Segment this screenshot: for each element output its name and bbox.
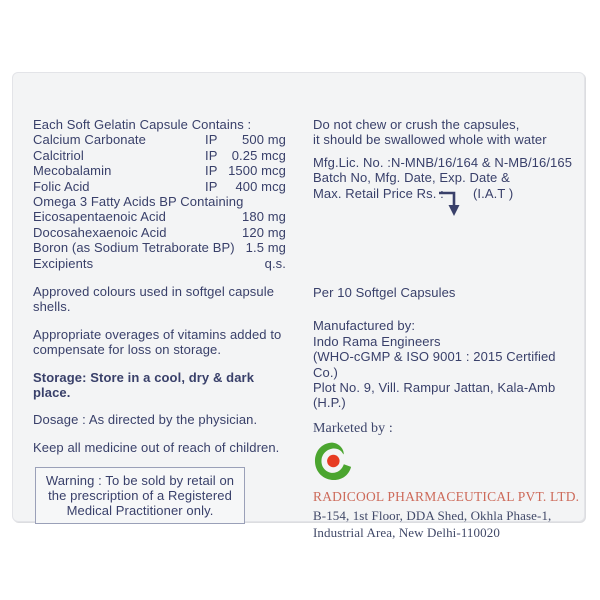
keep-away-instruction: Keep all medicine out of reach of children. [33, 439, 280, 455]
ingredient-amount: 1500 mcg [228, 163, 286, 179]
ingredient-name: Omega 3 Fatty Acids BP Containing [33, 193, 244, 209]
package-label-card [12, 72, 585, 540]
ingredient-amount: q.s. [264, 255, 286, 271]
marketer-company-name: RADICOOL PHARMACEUTICAL PVT. LTD. [313, 489, 580, 505]
ingredient-amount: 0.25 mcg [231, 147, 286, 163]
mrp-pointer-arrow-icon [439, 189, 465, 217]
pack-size: Per 10 Softgel Capsules [313, 285, 456, 301]
mfg-licence-number: Mfg.Lic. No. :N-MNB/16/164 & N-MB/16/165 [313, 154, 573, 170]
right-column [313, 117, 579, 541]
ingredient-name: Boron (as Sodium Tetraborate BP) [33, 240, 235, 256]
manufacturer-name: Indo Rama Engineers [313, 333, 441, 349]
radicool-logo-icon [313, 439, 355, 483]
ingredient-amount: 120 mg [242, 224, 286, 240]
ingredient-standard: IP [205, 132, 218, 148]
ingredient-name: Folic Acid [33, 178, 90, 194]
ingredient-amount: 500 mg [242, 132, 286, 148]
marketer-address-line-1: B-154, 1st Floor, DDA Shed, Okhla Phase-1, [313, 507, 552, 523]
left-column [33, 117, 286, 524]
manufacturer-block [313, 318, 579, 410]
table-row [33, 225, 286, 240]
usage-line-2: it should be swallowed whole with water [313, 132, 547, 148]
ingredient-amount: 180 mg [242, 209, 286, 225]
marketed-by-label: Marketed by : [313, 420, 393, 436]
ingredient-name: Calcium Carbonate [33, 132, 146, 148]
ingredient-name: Docosahexaenoic Acid [33, 224, 167, 240]
ingredient-name: Mecobalamin [33, 163, 112, 179]
ingredient-name: Eicosapentaenoic Acid [33, 209, 166, 225]
mrp-line [313, 186, 579, 201]
marketer-address-line-2: Industrial Area, New Delhi-110020 [313, 524, 500, 540]
usage-note [313, 117, 579, 148]
table-row [33, 163, 286, 178]
manufactured-by-label: Manufactured by: [313, 318, 416, 334]
ingredient-name: Excipients [33, 255, 94, 271]
warning-text: Warning : To be sold by retail on the prescription of a Registered Medical Practitioner only. [45, 473, 235, 519]
table-row [33, 209, 286, 224]
marketer-address [313, 507, 579, 541]
ingredient-amount: 1.5 mg [245, 240, 286, 256]
logo-red-dot [327, 455, 339, 467]
table-row [33, 240, 286, 255]
dosage-instruction: Dosage : As directed by the physician. [33, 412, 258, 428]
table-row [33, 148, 286, 163]
ingredient-standard: IP [205, 178, 218, 194]
note-approved-colours: Approved colours used in softgel capsule shells. [33, 283, 275, 315]
mrp-label: Max. Retail Price Rs. : [313, 185, 444, 201]
table-row [33, 194, 286, 209]
table-row [33, 256, 286, 271]
iat-note: (I.A.T ) [473, 185, 514, 201]
ingredient-amount: 400 mcg [235, 178, 286, 194]
usage-line-1: Do not chew or crush the capsules, [313, 117, 520, 132]
ingredient-standard: IP [205, 147, 218, 163]
manufacturer-certification: (WHO-cGMP & ISO 9001 : 2015 Certified Co.) [313, 349, 556, 380]
table-row [33, 179, 286, 194]
storage-instruction: Storage: Store in a cool, dry & dark place. [33, 369, 255, 400]
regulatory-block [313, 155, 579, 201]
table-row [33, 132, 286, 147]
batch-info-line: Batch No, Mfg. Date, Exp. Date & [313, 170, 510, 186]
ingredient-name: Calcitriol [33, 147, 84, 163]
ingredient-standard: IP [205, 163, 218, 179]
warning-box [35, 467, 245, 524]
manufacturer-address: Plot No. 9, Vill. Rampur Jattan, Kala-Amb (H.P.) [313, 380, 556, 411]
note-overages: Appropriate overages of vitamins added to compensate for loss on storage. [33, 326, 282, 358]
composition-table [33, 117, 286, 271]
composition-title: Each Soft Gelatin Capsule Contains : [33, 117, 252, 132]
